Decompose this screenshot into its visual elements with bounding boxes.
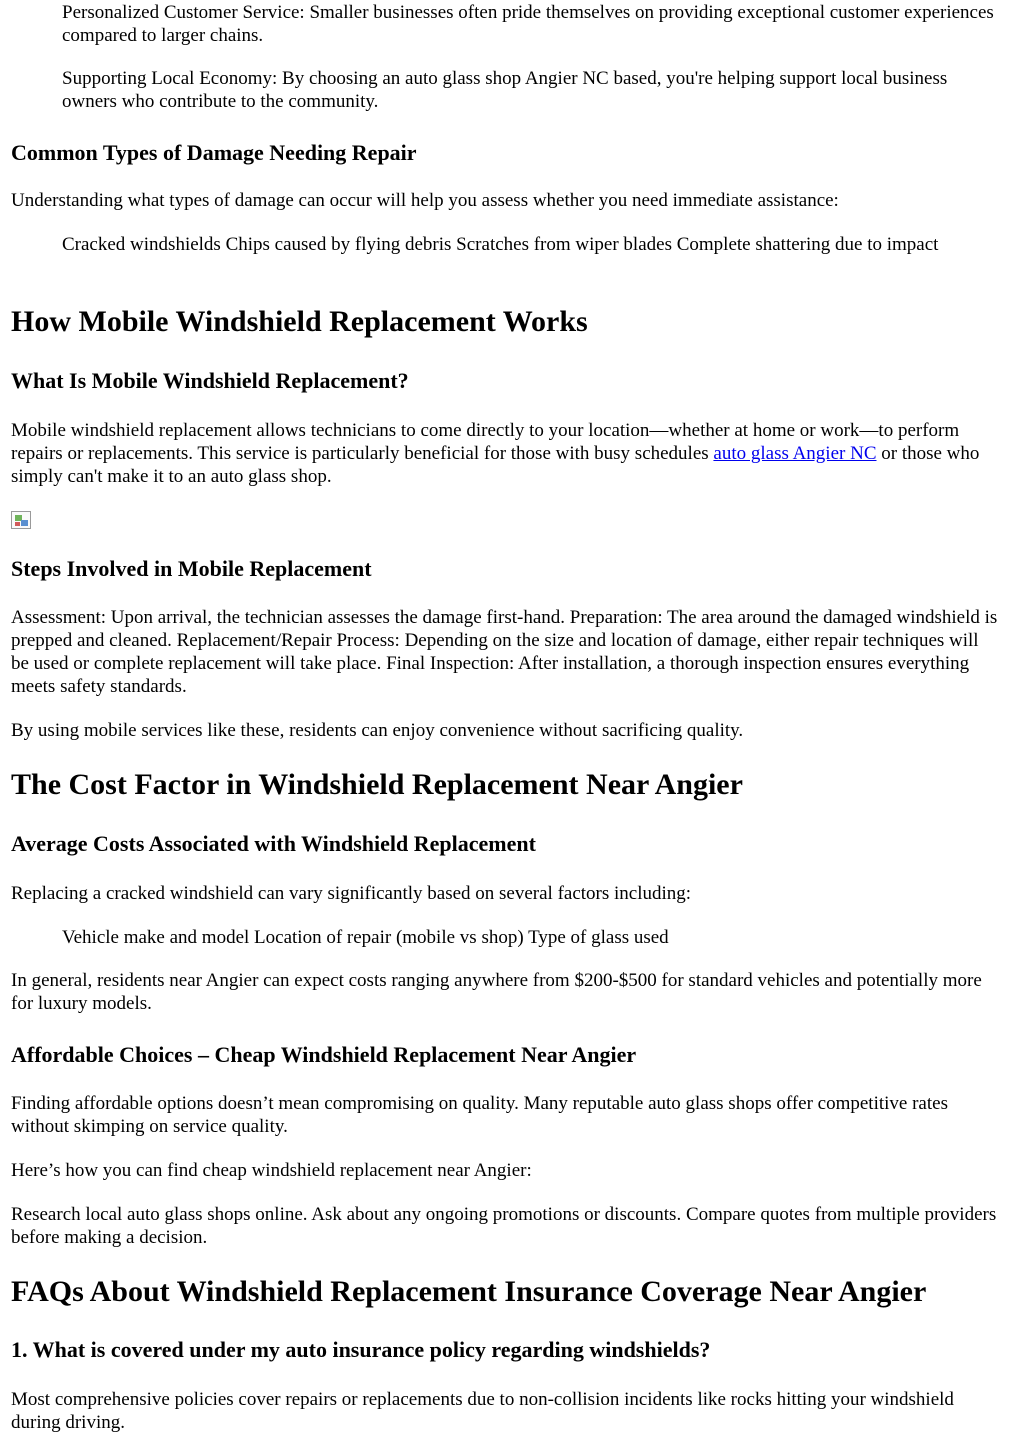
mobile-text-end: or those who simply can't make it to an auto glass shop. — [11, 443, 980, 487]
mobile-text-start: Mobile windshield replacement allows technicians to come directly to your location—whether at home or work—to perform repairs or replacements. This service is particularly beneficial for those with busy schedules — [11, 420, 960, 464]
paragraph-steps: Assessment: Upon arrival, the technician assesses the damage first-hand. Preparation: The area around the damaged windshield is prepped and cleaned. Replacement/Repair Process: Depending on the size and location of damage, either repair techniques will be used or complete replacement will take place. Final Inspection: After installation, a thorough inspection ensures everything meets safety standards. — [11, 607, 998, 697]
paragraph-mobile-description — [11, 419, 1001, 488]
heading-cost-factor: The Cost Factor in Windshield Replacement Near Angier — [11, 768, 743, 801]
paragraph-cost-range: In general, residents near Angier can expect costs ranging anywhere from $200-$500 for standard vehicles and potentially more for luxury models. — [11, 970, 982, 1014]
heading-faqs: FAQs About Windshield Replacement Insurance Coverage Near Angier — [11, 1275, 927, 1308]
heading-faq-question-1: 1. What is covered under my auto insurance policy regarding windshields? — [11, 1337, 711, 1362]
quote-customer-service: Personalized Customer Service: Smaller businesses often pride themselves on providing exceptional customer experiences compared to larger chains. — [62, 2, 994, 46]
heading-steps: Steps Involved in Mobile Replacement — [11, 556, 372, 581]
heading-average-costs: Average Costs Associated with Windshield Replacement — [11, 831, 536, 856]
quote-factors-list: Vehicle make and model Location of repair (mobile vs shop) Type of glass used — [62, 927, 669, 948]
paragraph-faq-answer-1: Most comprehensive policies cover repairs or replacements due to non-collision incidents like rocks hitting your windshield during driving. — [11, 1389, 954, 1433]
auto-glass-angier-link[interactable]: auto glass Angier NC — [713, 443, 877, 464]
paragraph-affordable: Finding affordable options doesn’t mean compromising on quality. Many reputable auto glass shops offer competitive rates without skimping on service quality. — [11, 1093, 948, 1137]
heading-damage-types: Common Types of Damage Needing Repair — [11, 140, 417, 165]
quote-local-economy: Supporting Local Economy: By choosing an auto glass shop Angier NC based, you're helping support local business owners who contribute to the community. — [62, 68, 948, 112]
paragraph-how-to-find: Here’s how you can find cheap windshield replacement near Angier: — [11, 1160, 532, 1181]
heading-what-is-mobile: What Is Mobile Windshield Replacement? — [11, 368, 409, 393]
paragraph-convenience: By using mobile services like these, residents can enjoy convenience without sacrificing quality. — [11, 720, 744, 741]
broken-image-icon — [11, 511, 31, 529]
paragraph-factors: Replacing a cracked windshield can vary significantly based on several factors including: — [11, 883, 692, 904]
heading-affordable-choices: Affordable Choices – Cheap Windshield Replacement Near Angier — [11, 1042, 637, 1067]
quote-damage-list: Cracked windshields Chips caused by flying debris Scratches from wiper blades Complete shattering due to impact — [62, 234, 939, 255]
paragraph-research-steps: Research local auto glass shops online. Ask about any ongoing promotions or discounts. Compare quotes from multiple providers before making a decision. — [11, 1204, 997, 1248]
heading-mobile-replacement: How Mobile Windshield Replacement Works — [11, 305, 588, 338]
paragraph-damage-intro: Understanding what types of damage can occur will help you assess whether you need immediate assistance: — [11, 190, 839, 211]
